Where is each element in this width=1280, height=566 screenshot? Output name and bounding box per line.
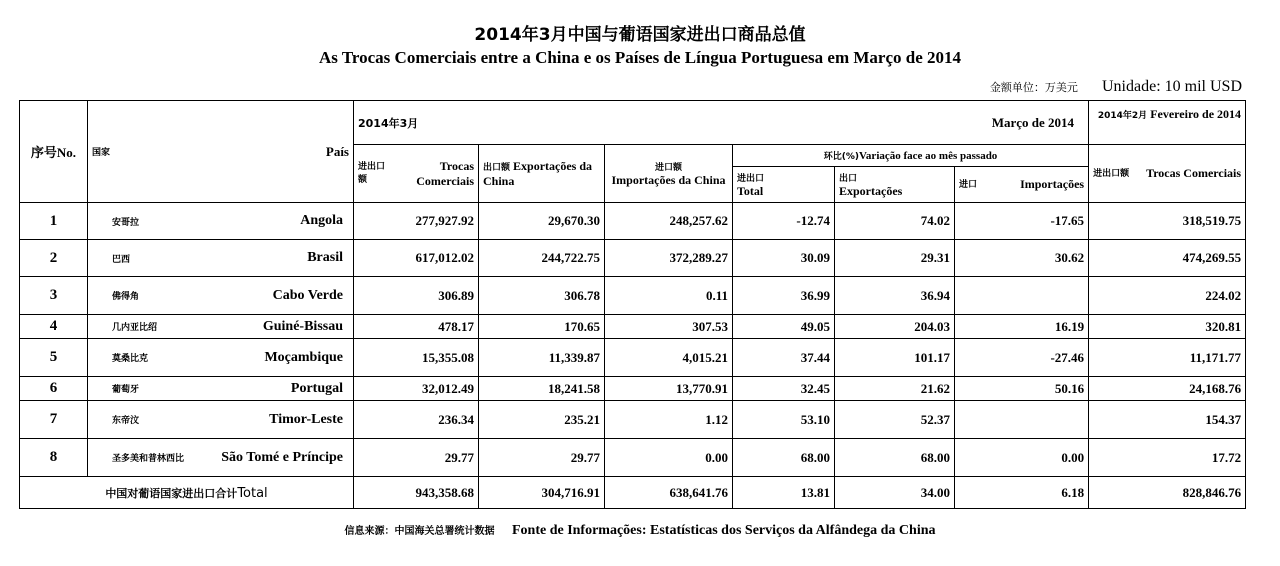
total-change-total: 13.81	[733, 477, 835, 509]
row-ch-total: 36.99	[733, 277, 835, 315]
row-country-pt: São Tomé e Príncipe	[221, 449, 343, 465]
page-title-cn: 2014年3月中国与葡语国家进出口商品总值	[474, 25, 806, 45]
row-import: 1.12	[605, 401, 733, 439]
row-import: 13,770.91	[605, 377, 733, 401]
row-prev: 320.81	[1089, 315, 1246, 339]
row-ch-total: 30.09	[733, 240, 835, 277]
row-ch-total: 37.44	[733, 339, 835, 377]
row-no: 5	[20, 339, 88, 377]
row-import: 307.53	[605, 315, 733, 339]
unit-pt: Unidade: 10 mil USD	[1102, 78, 1242, 95]
row-country	[88, 240, 354, 277]
table-row	[20, 439, 1246, 477]
header-country-cn: 国家	[92, 148, 111, 158]
header-export: 出口额 Exportações da China	[479, 145, 605, 203]
row-trade: 15,355.08	[354, 339, 479, 377]
row-country-pt: Cabo Verde	[272, 287, 343, 303]
row-trade: 29.77	[354, 439, 479, 477]
row-ch-total: 68.00	[733, 439, 835, 477]
row-export: 235.21	[479, 401, 605, 439]
header-change: 环比(%)Variação face ao mês passado	[733, 145, 1089, 167]
table-row	[20, 240, 1246, 277]
row-ch-import: 50.16	[955, 377, 1089, 401]
total-trade: 943,358.68	[354, 477, 479, 509]
row-prev: 24,168.76	[1089, 377, 1246, 401]
row-import: 372,289.27	[605, 240, 733, 277]
row-ch-import: 30.62	[955, 240, 1089, 277]
row-ch-total: 49.05	[733, 315, 835, 339]
row-country-cn: 圣多美和普林西比	[112, 454, 185, 464]
row-import: 0.00	[605, 439, 733, 477]
total-export: 304,716.91	[479, 477, 605, 509]
row-ch-total: -12.74	[733, 203, 835, 240]
row-country	[88, 203, 354, 240]
table-row	[20, 203, 1246, 240]
row-ch-export: 21.62	[835, 377, 955, 401]
row-prev: 17.72	[1089, 439, 1246, 477]
table-row	[20, 315, 1246, 339]
table-row	[20, 277, 1246, 315]
row-ch-export: 29.31	[835, 240, 955, 277]
row-country-cn: 葡萄牙	[112, 385, 140, 395]
row-trade: 478.17	[354, 315, 479, 339]
row-export: 244,722.75	[479, 240, 605, 277]
row-ch-import: 0.00	[955, 439, 1089, 477]
row-export: 29,670.30	[479, 203, 605, 240]
row-country-cn: 安哥拉	[112, 217, 140, 228]
row-ch-export: 74.02	[835, 203, 955, 240]
row-export: 170.65	[479, 315, 605, 339]
total-change-export: 34.00	[835, 477, 955, 509]
row-no: 6	[20, 377, 88, 401]
header-trade: 进出口额 Trocas Comerciais	[354, 145, 479, 203]
total-label: 中国对葡语国家进出口合计Total	[20, 477, 354, 509]
row-export: 306.78	[479, 277, 605, 315]
total-import: 638,641.76	[605, 477, 733, 509]
row-country-pt: Moçambique	[264, 349, 343, 365]
unit-cn: 金额单位：万美元	[989, 81, 1078, 94]
row-country-cn: 几内亚比绍	[112, 323, 158, 333]
header-prev-cn: 2014年2月	[1097, 111, 1148, 121]
row-ch-export: 101.17	[835, 339, 955, 377]
row-country	[88, 339, 354, 377]
row-country-cn: 莫桑比克	[112, 354, 149, 364]
row-export: 29.77	[479, 439, 605, 477]
row-import: 0.11	[605, 277, 733, 315]
row-ch-export: 68.00	[835, 439, 955, 477]
header-change-total: 进出口 Total	[733, 167, 835, 203]
row-no: 8	[20, 439, 88, 477]
row-trade: 236.34	[354, 401, 479, 439]
header-prev-trade: 进出口额 Trocas Comerciais	[1089, 145, 1246, 203]
row-prev: 11,171.77	[1089, 339, 1246, 377]
row-trade: 277,927.92	[354, 203, 479, 240]
row-ch-import	[955, 401, 1089, 439]
row-country	[88, 377, 354, 401]
row-country-cn: 佛得角	[112, 292, 140, 302]
source-pt: Fonte de Informações: Estatísticas dos Serviços da Alfândega da China	[511, 523, 936, 538]
row-no: 1	[20, 203, 88, 240]
row-country-cn: 东帝汶	[112, 416, 140, 426]
row-ch-total: 53.10	[733, 401, 835, 439]
row-import: 4,015.21	[605, 339, 733, 377]
table-row	[20, 339, 1246, 377]
row-no: 7	[20, 401, 88, 439]
row-prev: 154.37	[1089, 401, 1246, 439]
row-ch-export: 52.37	[835, 401, 955, 439]
source-note	[0, 522, 1280, 539]
header-change-import: 进口 Importações	[955, 167, 1089, 203]
row-country-pt: Portugal	[290, 380, 343, 396]
header-country-pt: País	[325, 143, 349, 159]
row-ch-import	[955, 277, 1089, 315]
row-ch-import: 16.19	[955, 315, 1089, 339]
header-import: 进口额 Importações da China	[605, 145, 733, 203]
row-trade: 306.89	[354, 277, 479, 315]
header-prev-pt: Fevereiro de 2014	[1150, 107, 1242, 121]
header-country	[88, 101, 354, 203]
row-ch-import: -17.65	[955, 203, 1089, 240]
row-no: 2	[20, 240, 88, 277]
row-country-cn: 巴西	[112, 254, 131, 265]
trade-table	[19, 100, 1246, 509]
row-country	[88, 315, 354, 339]
row-prev: 224.02	[1089, 277, 1246, 315]
row-country	[88, 277, 354, 315]
row-prev: 318,519.75	[1089, 203, 1246, 240]
row-ch-import: -27.46	[955, 339, 1089, 377]
table-row	[20, 401, 1246, 439]
row-no: 3	[20, 277, 88, 315]
header-period	[354, 101, 1089, 145]
row-trade: 32,012.49	[354, 377, 479, 401]
source-cn: 信息来源：中国海关总署统计数据	[344, 526, 495, 537]
header-change-export: 出口 Exportações	[835, 167, 955, 203]
total-prev: 828,846.76	[1089, 477, 1246, 509]
unit-note	[990, 78, 1242, 96]
row-export: 11,339.87	[479, 339, 605, 377]
row-no: 4	[20, 315, 88, 339]
header-no: 序号No.	[20, 101, 88, 203]
row-ch-export: 36.94	[835, 277, 955, 315]
row-country-pt: Brasil	[307, 250, 343, 265]
table-row	[20, 377, 1246, 401]
total-row	[20, 477, 1246, 509]
row-export: 18,241.58	[479, 377, 605, 401]
table-body	[20, 203, 1246, 477]
row-import: 248,257.62	[605, 203, 733, 240]
header-period-cn: 2014年3月	[358, 116, 419, 130]
row-country-pt: Angola	[300, 213, 343, 228]
total-change-import: 6.18	[955, 477, 1089, 509]
row-country	[88, 401, 354, 439]
row-trade: 617,012.02	[354, 240, 479, 277]
row-ch-total: 32.45	[733, 377, 835, 401]
header-period-pt: Março de 2014	[991, 114, 1075, 130]
row-country	[88, 439, 354, 477]
row-country-pt: Guiné-Bissau	[262, 318, 343, 334]
page-title-pt: As Trocas Comerciais entre a China e os Países de Língua Portuguesa em Março de 2014	[318, 48, 961, 67]
row-prev: 474,269.55	[1089, 240, 1246, 277]
header-prev	[1089, 101, 1246, 145]
row-ch-export: 204.03	[835, 315, 955, 339]
row-country-pt: Timor-Leste	[269, 411, 343, 427]
